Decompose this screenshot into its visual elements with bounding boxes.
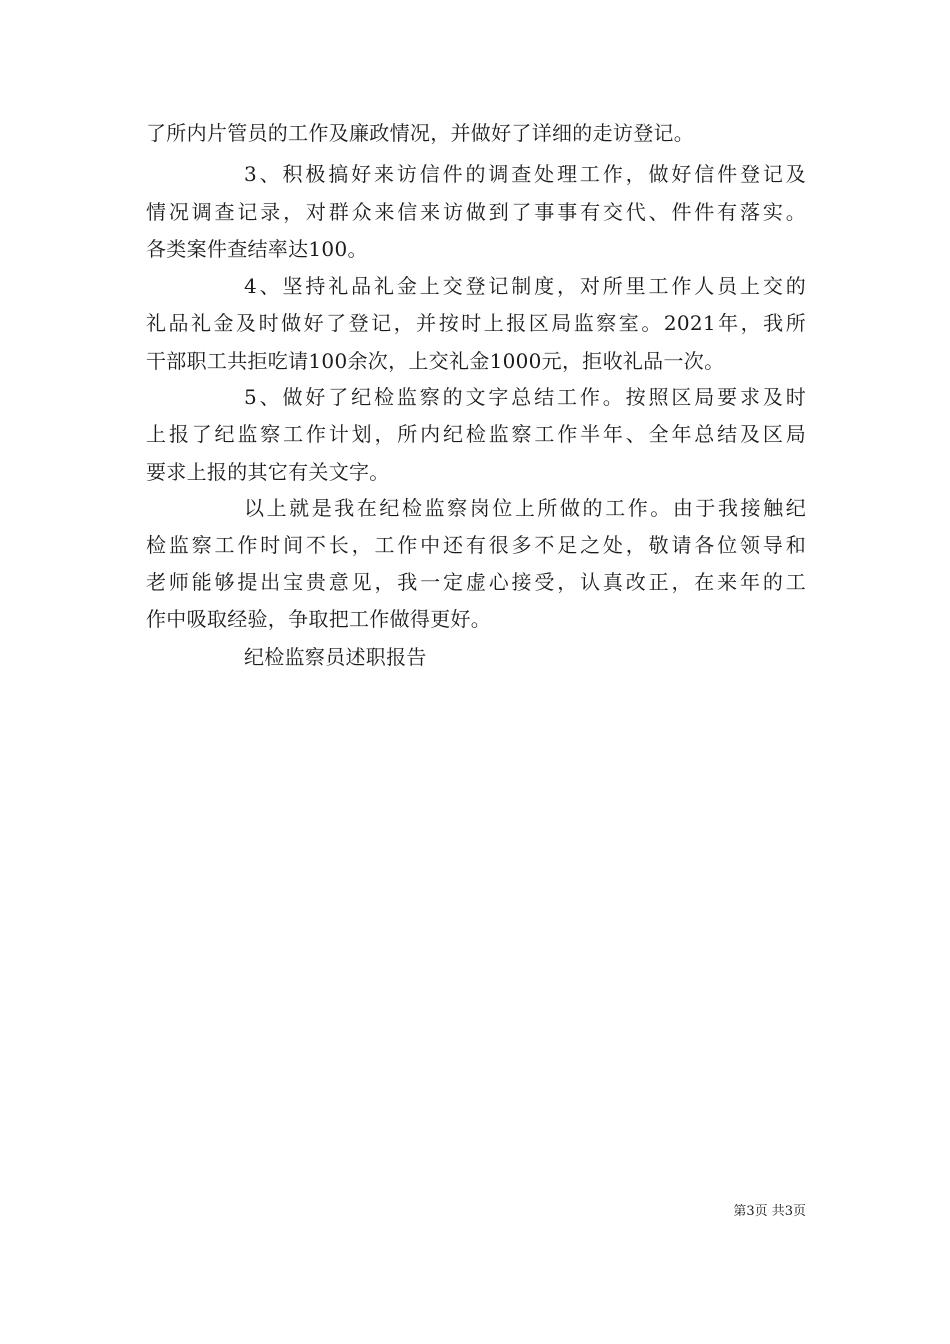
- text-line: 上报了纪监察工作计划，所内纪检监察工作半年、全年总结及区局: [146, 422, 806, 446]
- closing-title: 纪检监察员述职报告: [244, 645, 427, 669]
- text-line: 5、做好了纪检监察的文字总结工作。按照区局要求及时: [244, 385, 806, 409]
- text-line: 以上就是我在纪检监察岗位上所做的工作。由于我接触纪: [244, 496, 806, 520]
- text-line: 3、积极搞好来访信件的调查处理工作，做好信件登记及: [244, 162, 806, 186]
- page-number: 第3页 共3页: [733, 1204, 806, 1219]
- text-line: 老师能够提出宝贵意见，我一定虚心接受，认真改正，在来年的工: [146, 570, 806, 594]
- text-line: 要求上报的其它有关文字。: [146, 460, 390, 484]
- text-line: 礼品礼金及时做好了登记，并按时上报区局监察室。2021年，我所: [146, 311, 806, 335]
- text-line: 情况调查记录，对群众来信来访做到了事事有交代、件件有落实。: [146, 200, 806, 224]
- text-line: 各类案件查结率达100。: [146, 237, 368, 261]
- text-line: 检监察工作时间不长，工作中还有很多不足之处，敬请各位领导和: [146, 533, 806, 557]
- text-line: 作中吸取经验，争取把工作做得更好。: [146, 607, 492, 631]
- text-line: 了所内片管员的工作及廉政情况，并做好了详细的走访登记。: [146, 121, 695, 145]
- text-line: 4、坚持礼品礼金上交登记制度，对所里工作人员上交的: [244, 274, 806, 298]
- text-line: 干部职工共拒吃请100余次，上交礼金1000元，拒收礼品一次。: [146, 349, 725, 373]
